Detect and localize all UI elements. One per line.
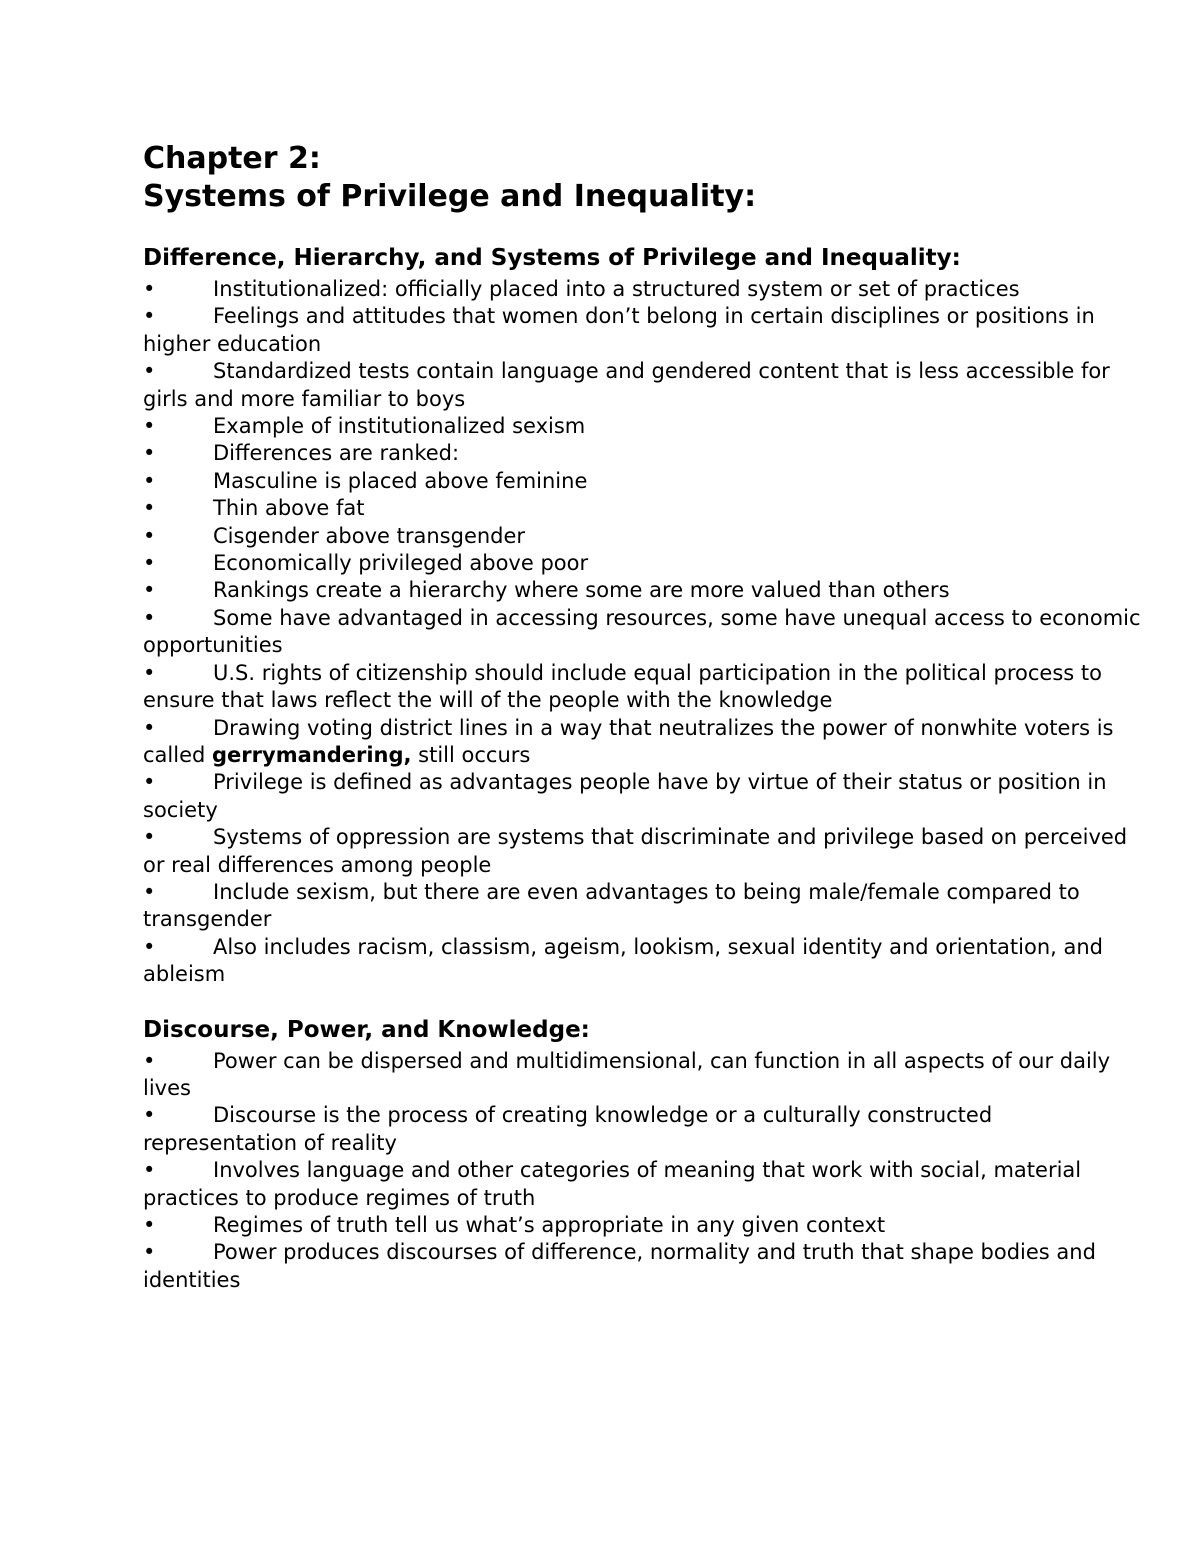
- bullet-text: Institutionalized: officially placed into a structured system or set of practices: [213, 277, 1020, 301]
- bullet-text: Power can be dispersed and multidimensional, can function in all aspects of our daily lives: [143, 1048, 1111, 1100]
- bullet-dot-icon: •: [143, 277, 156, 301]
- bullet-text: Differences are ranked:: [213, 441, 460, 466]
- bullet-dot-icon: •: [143, 1048, 156, 1073]
- bullet-dot-icon: •: [143, 770, 156, 795]
- bullet-text: Systems of oppression are systems that discriminate and privilege based on perceived or real differences among people: [143, 825, 1128, 877]
- bullet-dot-icon: •: [143, 1213, 156, 1237]
- bullet-text: Drawing voting district lines in a way that neutralizes the power of nonwhite voters is called: [143, 715, 1114, 767]
- bullet-item: [143, 605, 1143, 660]
- bullet-item: [143, 440, 1143, 467]
- bullet-item: [143, 468, 1143, 495]
- bullet-text: Discourse is the process of creating knowledge or a culturally constructed representation of reality: [143, 1103, 993, 1155]
- bullet-dot-icon: •: [143, 441, 156, 466]
- chapter-number: Chapter 2:: [143, 141, 321, 176]
- bullet-text: Power produces discourses of difference, normality and truth that shape bodies and identities: [143, 1240, 1096, 1292]
- chapter-name: Systems of Privilege and Inequality:: [143, 179, 757, 214]
- bullet-text: Involves language and other categories of meaning that work with social, material practices to produce regimes of truth: [143, 1158, 1082, 1210]
- section-heading: Discourse, Power, and Knowledge:: [143, 1016, 590, 1043]
- bullet-item: [143, 495, 1143, 522]
- document-page: [143, 140, 1143, 1294]
- bullet-item: [143, 358, 1143, 413]
- bullet-text: still occurs: [411, 742, 531, 767]
- bullet-text: Also includes racism, classism, ageism, lookism, sexual identity and orientation, and ableism: [143, 934, 1104, 987]
- bullet-item: [143, 934, 1143, 989]
- chapter-title: [143, 140, 1143, 216]
- bullet-text: Rankings create a hierarchy where some are more valued than others: [213, 578, 950, 603]
- bullet-item: [143, 276, 1143, 303]
- bullet-text: Economically privileged above poor: [213, 551, 589, 576]
- bullet-item: [143, 1239, 1143, 1294]
- bullet-text: Feelings and attitudes that women don’t belong in certain disciplines or positions in higher education: [143, 304, 1095, 356]
- bullet-text: Masculine is placed above feminine: [213, 468, 588, 493]
- bullet-text: Cisgender above transgender: [213, 523, 526, 548]
- bullet-dot-icon: •: [143, 359, 156, 384]
- sections-container: [143, 243, 1143, 1294]
- bullet-text: Privilege is defined as advantages people have by virtue of their status or position in society: [143, 770, 1107, 822]
- bullet-dot-icon: •: [143, 605, 156, 630]
- bullet-item: [143, 660, 1143, 715]
- bullet-item: [143, 413, 1143, 440]
- bullet-item: [143, 769, 1143, 824]
- bullet-text: Some have advantaged in accessing resources, some have unequal access to economic opportunities: [143, 605, 1141, 658]
- bullet-item: [143, 303, 1143, 358]
- bullet-list: [143, 1048, 1143, 1295]
- bullet-item: [143, 1212, 1143, 1239]
- bullet-dot-icon: •: [143, 468, 156, 493]
- bullet-text: Standardized tests contain language and gendered content that is less accessible for girls and more familiar to boys: [143, 359, 1110, 411]
- bullet-item: [143, 824, 1143, 879]
- bullet-item: [143, 1048, 1143, 1103]
- bullet-dot-icon: •: [143, 1103, 156, 1128]
- section-heading: Difference, Hierarchy, and Systems of Privilege and Inequality:: [143, 245, 961, 271]
- bullet-item: [143, 879, 1143, 934]
- bullet-dot-icon: •: [143, 551, 156, 576]
- bullet-dot-icon: •: [143, 660, 156, 685]
- bullet-text: Regimes of truth tell us what’s appropriate in any given context: [213, 1213, 886, 1237]
- bullet-text: Example of institutionalized sexism: [213, 414, 586, 439]
- bullet-text: Thin above fat: [213, 496, 365, 521]
- bullet-dot-icon: •: [143, 496, 156, 521]
- bullet-item: [143, 523, 1143, 550]
- bullet-item: [143, 550, 1143, 577]
- bullet-dot-icon: •: [143, 578, 156, 603]
- bullet-dot-icon: •: [143, 1158, 156, 1183]
- bullet-dot-icon: •: [143, 934, 156, 959]
- bullet-dot-icon: •: [143, 715, 156, 740]
- bullet-dot-icon: •: [143, 304, 156, 329]
- bullet-dot-icon: •: [143, 1240, 156, 1265]
- bullet-text: Include sexism, but there are even advantages to being male/female compared to transgender: [143, 879, 1080, 932]
- bullet-dot-icon: •: [143, 825, 156, 850]
- bullet-text: U.S. rights of citizenship should include equal participation in the political process to ensure that laws reflect the will of the people with the knowledge: [143, 660, 1102, 713]
- bullet-dot-icon: •: [143, 879, 156, 904]
- bullet-item: [143, 1102, 1143, 1157]
- bullet-bold-term: gerrymandering,: [212, 742, 412, 767]
- bullet-item: [143, 715, 1143, 770]
- bullet-dot-icon: •: [143, 523, 156, 548]
- bullet-item: [143, 1157, 1143, 1212]
- bullet-list: [143, 276, 1143, 989]
- bullet-item: [143, 577, 1143, 604]
- bullet-dot-icon: •: [143, 414, 156, 439]
